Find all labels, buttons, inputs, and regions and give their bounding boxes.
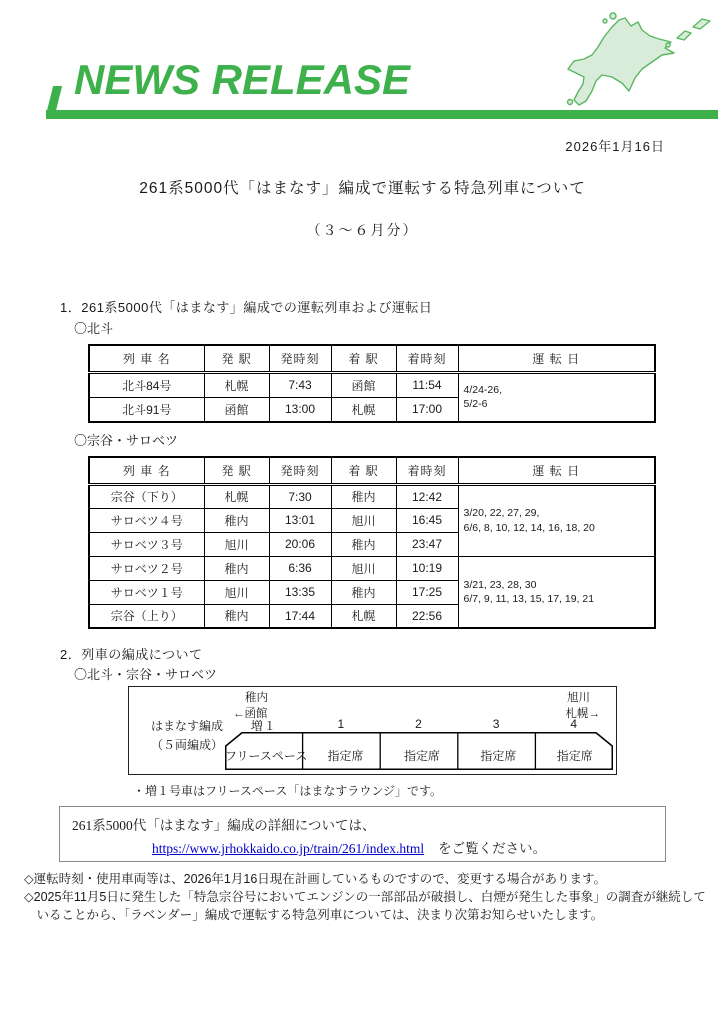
dep-station: 旭川 (204, 580, 269, 604)
dep-time: 13:35 (269, 580, 331, 604)
hokuto-table-label: 〇北斗 (74, 321, 114, 336)
arr-station: 旭川 (331, 556, 396, 580)
dep-time: 13:01 (269, 508, 331, 532)
table-header-row (89, 345, 655, 372)
car-label: 指定席 (403, 749, 440, 763)
logo-tick (47, 86, 62, 111)
operating-days-line: 6/7, 9, 11, 13, 15, 17, 19, 21 (463, 592, 595, 605)
formation-label (135, 717, 239, 754)
dep-time: 17:44 (269, 604, 331, 628)
col-operating-days: 運 転 日 (458, 345, 655, 372)
operating-days (458, 372, 655, 422)
detail-link-box (59, 806, 666, 862)
arr-time: 10:19 (396, 556, 458, 580)
train-name: 北斗91号 (89, 397, 204, 422)
car-number: 3 (492, 717, 501, 731)
car-label: フリースペース (225, 749, 308, 763)
train-name: サロベツ４号 (89, 508, 204, 532)
station-wakkanai: 稚内 (245, 692, 268, 704)
operating-days-line: 3/20, 22, 27, 29, (463, 507, 540, 520)
table-row (89, 556, 655, 580)
dep-station: 札幌 (204, 372, 269, 397)
section2-sub-label: 〇北斗・宗谷・サロベツ (74, 667, 218, 682)
footer-note: ◇2025年11月5日に発生した「特急宗谷号においてエンジンの一部部品が破損し、白煙が発生した事象」の調査が継続していることから、「ラベンダー」編成で運転する特急列車については、決まり次第お知らせいたします。 (24, 889, 706, 922)
col-dep-station: 発 駅 (204, 345, 269, 372)
dep-station: 旭川 (204, 532, 269, 556)
col-dep-station: 発 駅 (204, 457, 269, 484)
table-row (89, 372, 655, 397)
link-box-suffix: をご覧ください。 (438, 841, 547, 856)
car-label: 指定席 (480, 749, 517, 763)
soya-sarobetsu-timetable (88, 456, 656, 629)
arr-station: 札幌 (331, 604, 396, 628)
link-box-line2 (152, 837, 653, 857)
train-name: サロベツ１号 (89, 580, 204, 604)
arr-time: 12:42 (396, 484, 458, 508)
train-name: 宗谷（上り） (89, 604, 204, 628)
dep-time: 6:36 (269, 556, 331, 580)
arr-time: 23:47 (396, 532, 458, 556)
news-release-logo: NEWS RELEASE (74, 56, 411, 103)
train-name: サロベツ３号 (89, 532, 204, 556)
dep-station: 稚内 (204, 556, 269, 580)
train-name: サロベツ２号 (89, 556, 204, 580)
diagram-note: ・増１号車はフリースペース「はまなすラウンジ」です。 (133, 784, 443, 798)
document-subtitle: （３～６月分） (306, 222, 419, 238)
col-dep-time: 発時刻 (269, 345, 331, 372)
hokuto-timetable (88, 344, 656, 423)
col-train-name: 列 車 名 (89, 457, 204, 484)
car-label: 指定席 (327, 749, 364, 763)
link-box-intro: 261系5000代「はまなす」編成の詳細については、 (72, 818, 376, 833)
dep-time: 13:00 (269, 397, 331, 422)
arr-station: 稚内 (331, 580, 396, 604)
dep-station: 稚内 (204, 604, 269, 628)
car-number: 4 (570, 717, 579, 731)
dep-station: 札幌 (204, 484, 269, 508)
car-number: 2 (415, 717, 423, 731)
car-number: 1 (337, 717, 346, 731)
dep-station: 函館 (204, 397, 269, 422)
section1-heading: 1．261系5000代「はまなす」編成での運転列車および運転日 (60, 300, 433, 315)
train-name: 北斗84号 (89, 372, 204, 397)
col-dep-time: 発時刻 (269, 457, 331, 484)
section2-heading: 2．列車の編成について (60, 647, 203, 662)
station-hakodate-arrow: ←函館 (233, 707, 268, 720)
table-row (89, 484, 655, 508)
formation-length: （５両編成） (150, 737, 223, 752)
train-name: 宗谷（下り） (89, 484, 204, 508)
col-arr-time: 着時刻 (396, 345, 458, 372)
release-date: 2026年1月16日 (565, 139, 665, 154)
col-arr-station: 着 駅 (331, 457, 396, 484)
dep-time: 7:30 (269, 484, 331, 508)
detail-url-link[interactable]: https://www.jrhokkaido.co.jp/train/261/index.html (152, 841, 425, 856)
col-arr-station: 着 駅 (331, 345, 396, 372)
car-number: 増１ (250, 719, 277, 733)
operating-days-line: 6/6, 8, 10, 12, 14, 16, 18, 20 (463, 521, 595, 534)
arr-time: 17:25 (396, 580, 458, 604)
dep-station: 稚内 (204, 508, 269, 532)
document-title: 261系5000代「はまなす」編成で運転する特急列車について (139, 180, 586, 197)
train-body (225, 732, 613, 770)
arr-station: 函館 (331, 372, 396, 397)
station-asahikawa: 旭川 (567, 692, 590, 704)
operating-days-line: 3/21, 23, 28, 30 (463, 578, 537, 591)
footer-notes (24, 871, 712, 924)
operating-days-line: 4/24-26, (463, 384, 503, 397)
arr-station: 稚内 (331, 532, 396, 556)
arr-time: 17:00 (396, 397, 458, 422)
footer-note: ◇運転時刻・使用車両等は、2026年1月16日現在計画しているものですので、変更する場合があります。 (24, 872, 607, 886)
operating-days-group-b (458, 556, 655, 628)
arr-time: 22:56 (396, 604, 458, 628)
formation-name: はまなす編成 (150, 719, 223, 733)
car-label: 指定席 (556, 749, 593, 763)
arr-time: 16:45 (396, 508, 458, 532)
col-train-name: 列 車 名 (89, 345, 204, 372)
dep-time: 20:06 (269, 532, 331, 556)
arr-station: 札幌 (331, 397, 396, 422)
operating-days-line: 5/2-6 (463, 398, 488, 411)
arr-time: 11:54 (396, 372, 458, 397)
hokkaido-map-icon (541, 12, 721, 112)
arr-station: 旭川 (331, 508, 396, 532)
col-operating-days: 運 転 日 (458, 457, 655, 484)
car-labels-row (225, 732, 613, 770)
operating-days-group-a (458, 484, 655, 556)
dep-time: 7:43 (269, 372, 331, 397)
soya-table-label: 〇宗谷・サロベツ (74, 433, 179, 448)
arr-station: 稚内 (331, 484, 396, 508)
table-header-row (89, 457, 655, 484)
station-sapporo-arrow: 札幌→ (565, 707, 600, 720)
col-arr-time: 着時刻 (396, 457, 458, 484)
train-composition-diagram (128, 686, 617, 775)
